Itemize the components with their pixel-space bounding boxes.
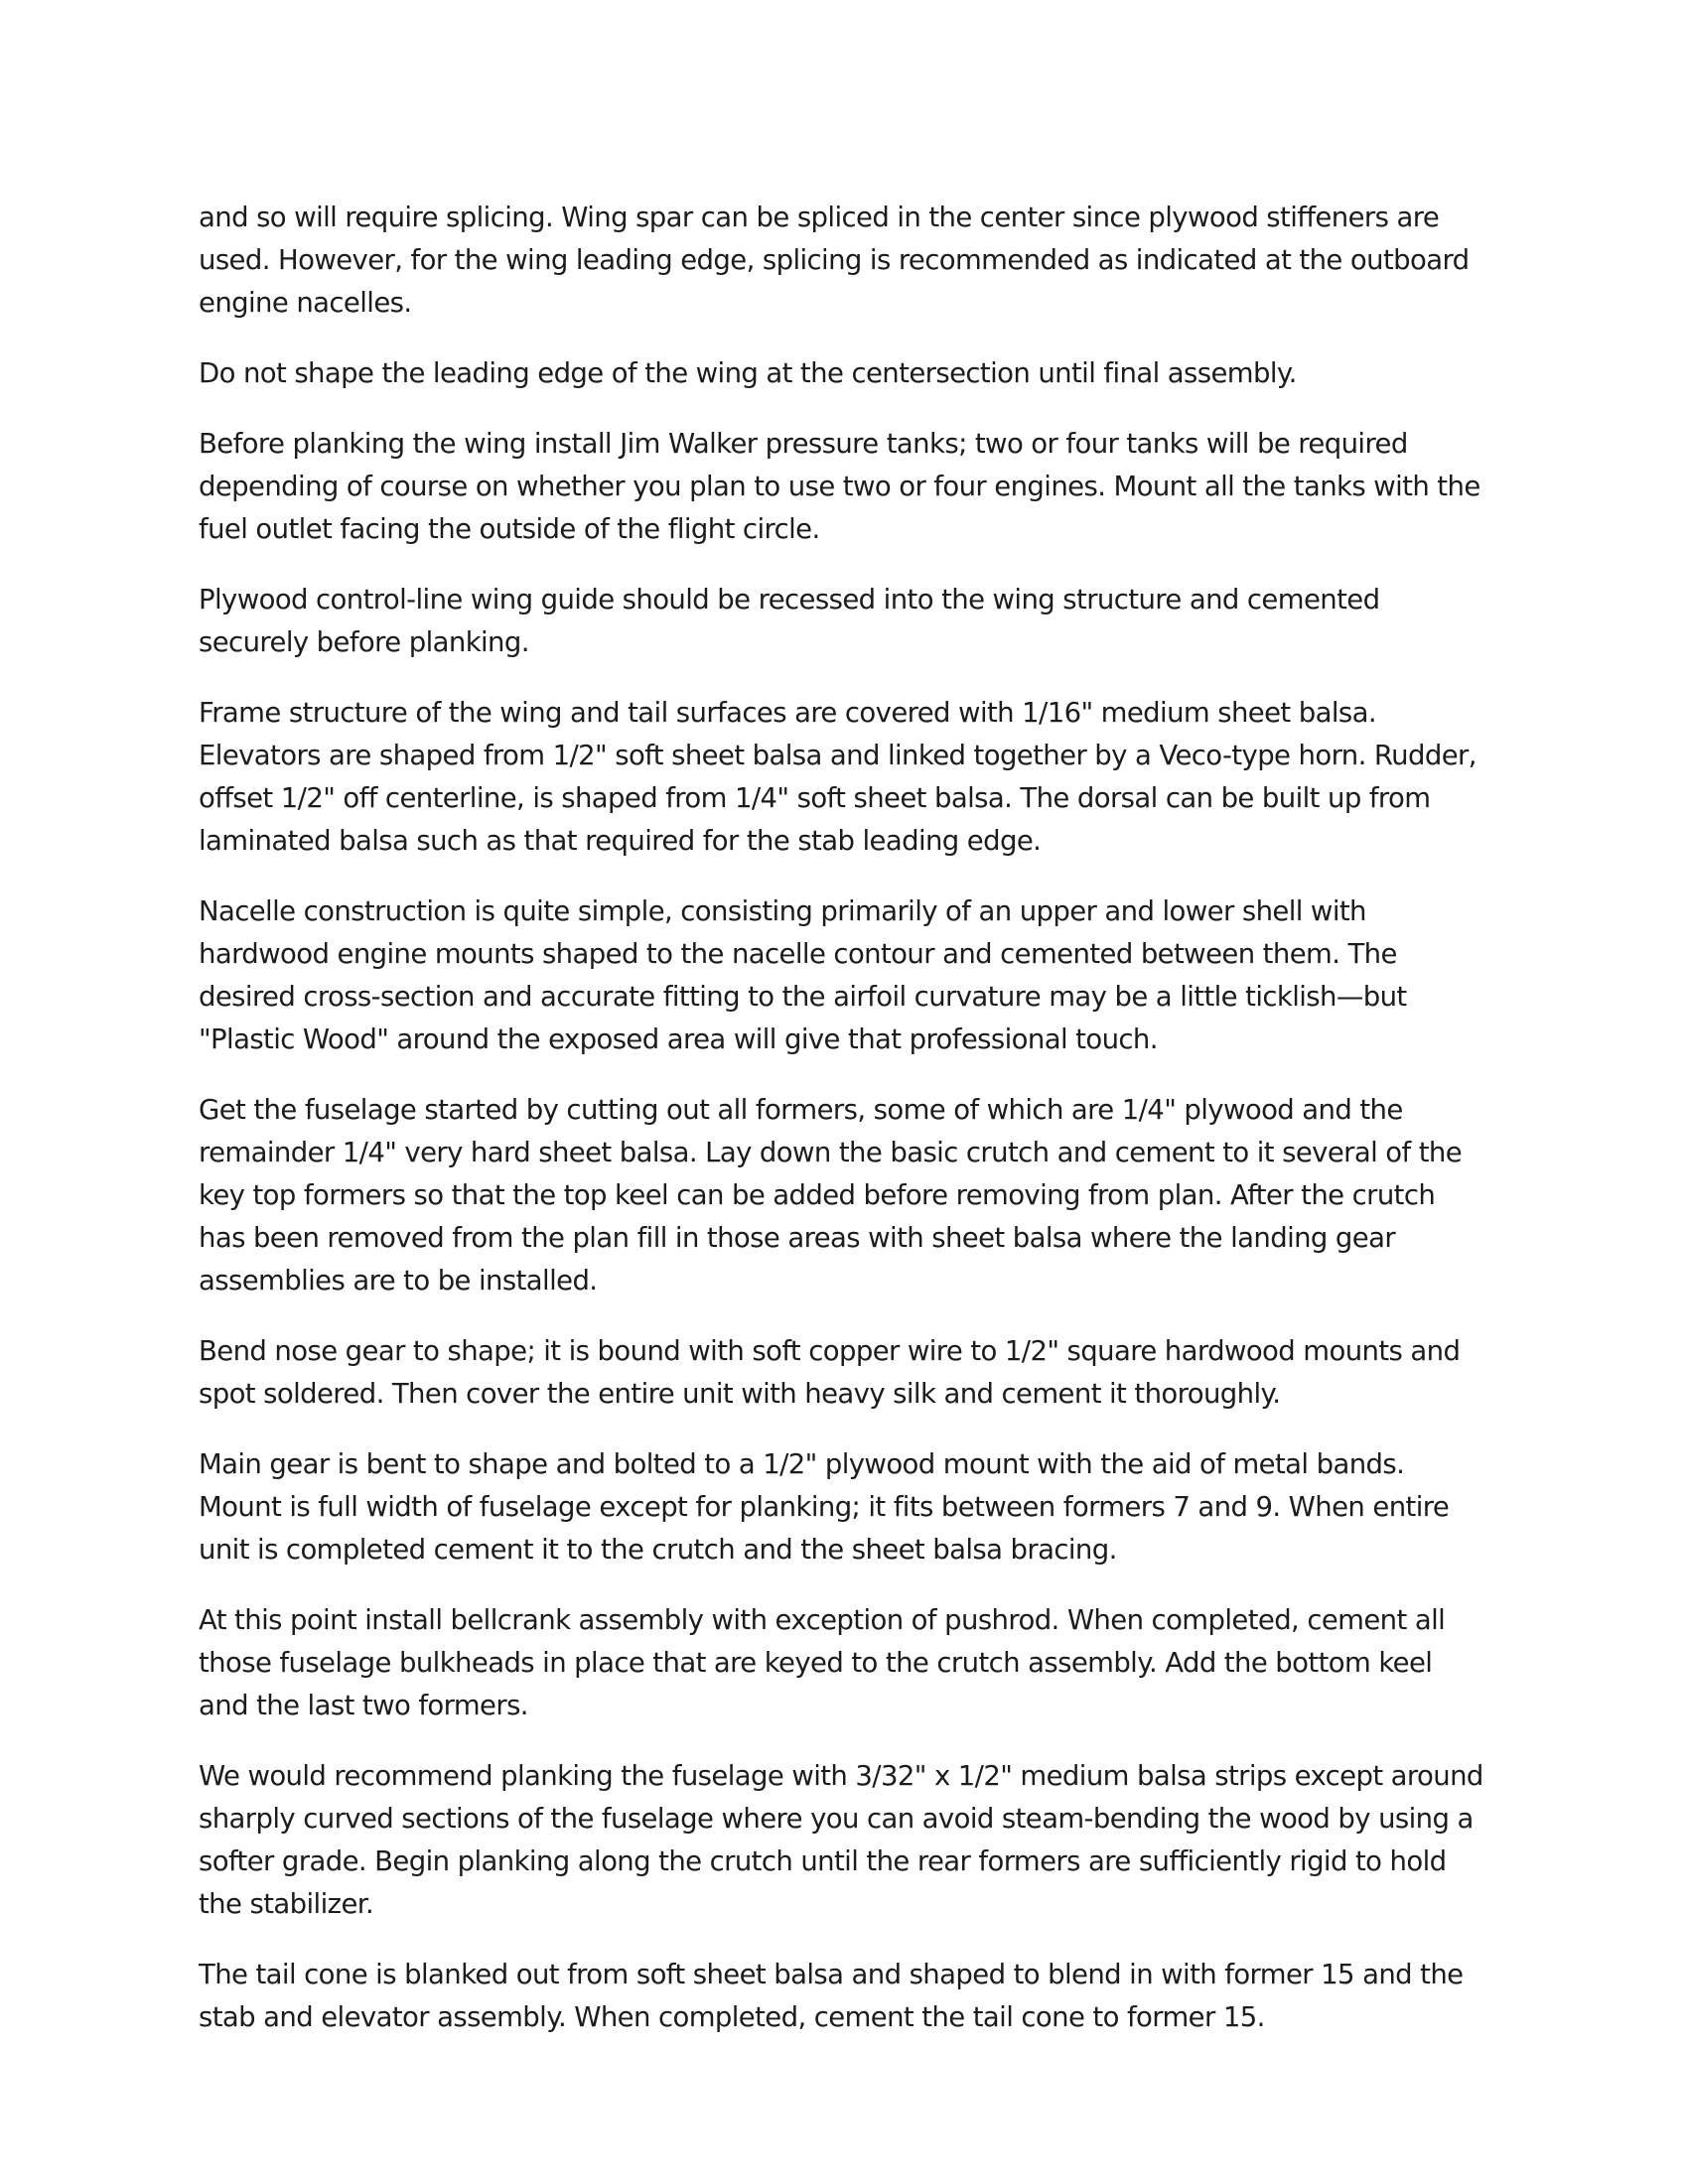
paragraph: and so will require splicing. Wing spar can be spliced in the center since plywood stiffeners are used. However, for the wing leading edge, splicing is recommended as indicated at the outboard engine nacelles. (199, 202, 1470, 319)
paragraph: Plywood control-line wing guide should be recessed into the wing structure and cemented securely before planking. (199, 584, 1380, 658)
paragraph: We would recommend planking the fuselage with 3/32" x 1/2" medium balsa strips except around sharply curved sections of the fuselage where you can avoid steam-bending the wood by using a softer grade. Begin planking along the crutch until the rear formers are sufficiently rigid to hold the stabilizer. (199, 1760, 1483, 1920)
document-page (199, 197, 1489, 2067)
paragraph: At this point install bellcrank assembly with exception of pushrod. When completed, cement all those fuselage bulkheads in place that are keyed to the crutch assembly. Add the bottom keel and the last two formers. (199, 1604, 1446, 1721)
paragraph: Nacelle construction is quite simple, consisting primarily of an upper and lower shell with hardwood engine mounts shaped to the nacelle contour and cemented between them. The desired cross-section and accurate fitting to the airfoil curvature may be a little ticklish—but "Plastic Wood" around the exposed area will give that professional touch. (199, 895, 1407, 1055)
paragraph: Frame structure of the wing and tail surfaces are covered with 1/16" medium sheet balsa. Elevators are shaped from 1/2" soft sheet balsa and linked together by a Veco-type horn. Rudder, offset 1/2" off centerline, is shaped from 1/4" soft sheet balsa. The dorsal can be built up from laminated balsa such as that required for the stab leading edge. (199, 697, 1477, 857)
paragraph: Bend nose gear to shape; it is bound with soft copper wire to 1/2" square hardwood mounts and spot soldered. Then cover the entire unit with heavy silk and cement it thoroughly. (199, 1335, 1461, 1410)
paragraph: The tail cone is blanked out from soft sheet balsa and shaped to blend in with former 15 and the stab and elevator assembly. When completed, cement the tail cone to former 15. (199, 1959, 1464, 2033)
paragraph: Get the fuselage started by cutting out all formers, some of which are 1/4" plywood and the remainder 1/4" very hard sheet balsa. Lay down the basic crutch and cement to it several of the key top formers so that the top keel can be added before removing from plan. After the crutch has been removed from the plan fill in those areas with sheet balsa where the landing gear assemblies are to be installed. (199, 1094, 1463, 1297)
paragraph: Do not shape the leading edge of the wing at the centersection until final assembly. (199, 357, 1297, 389)
paragraph: Main gear is bent to shape and bolted to a 1/2" plywood mount with the aid of metal bands. Mount is full width of fuselage except for planking; it fits between formers 7 and 9. When entire unit is completed cement it to the crutch and the sheet balsa bracing. (199, 1448, 1450, 1566)
paragraph: Before planking the wing install Jim Walker pressure tanks; two or four tanks will be required depending of course on whether you plan to use two or four engines. Mount all the tanks with the fuel outlet facing the outside of the flight circle. (199, 428, 1480, 545)
